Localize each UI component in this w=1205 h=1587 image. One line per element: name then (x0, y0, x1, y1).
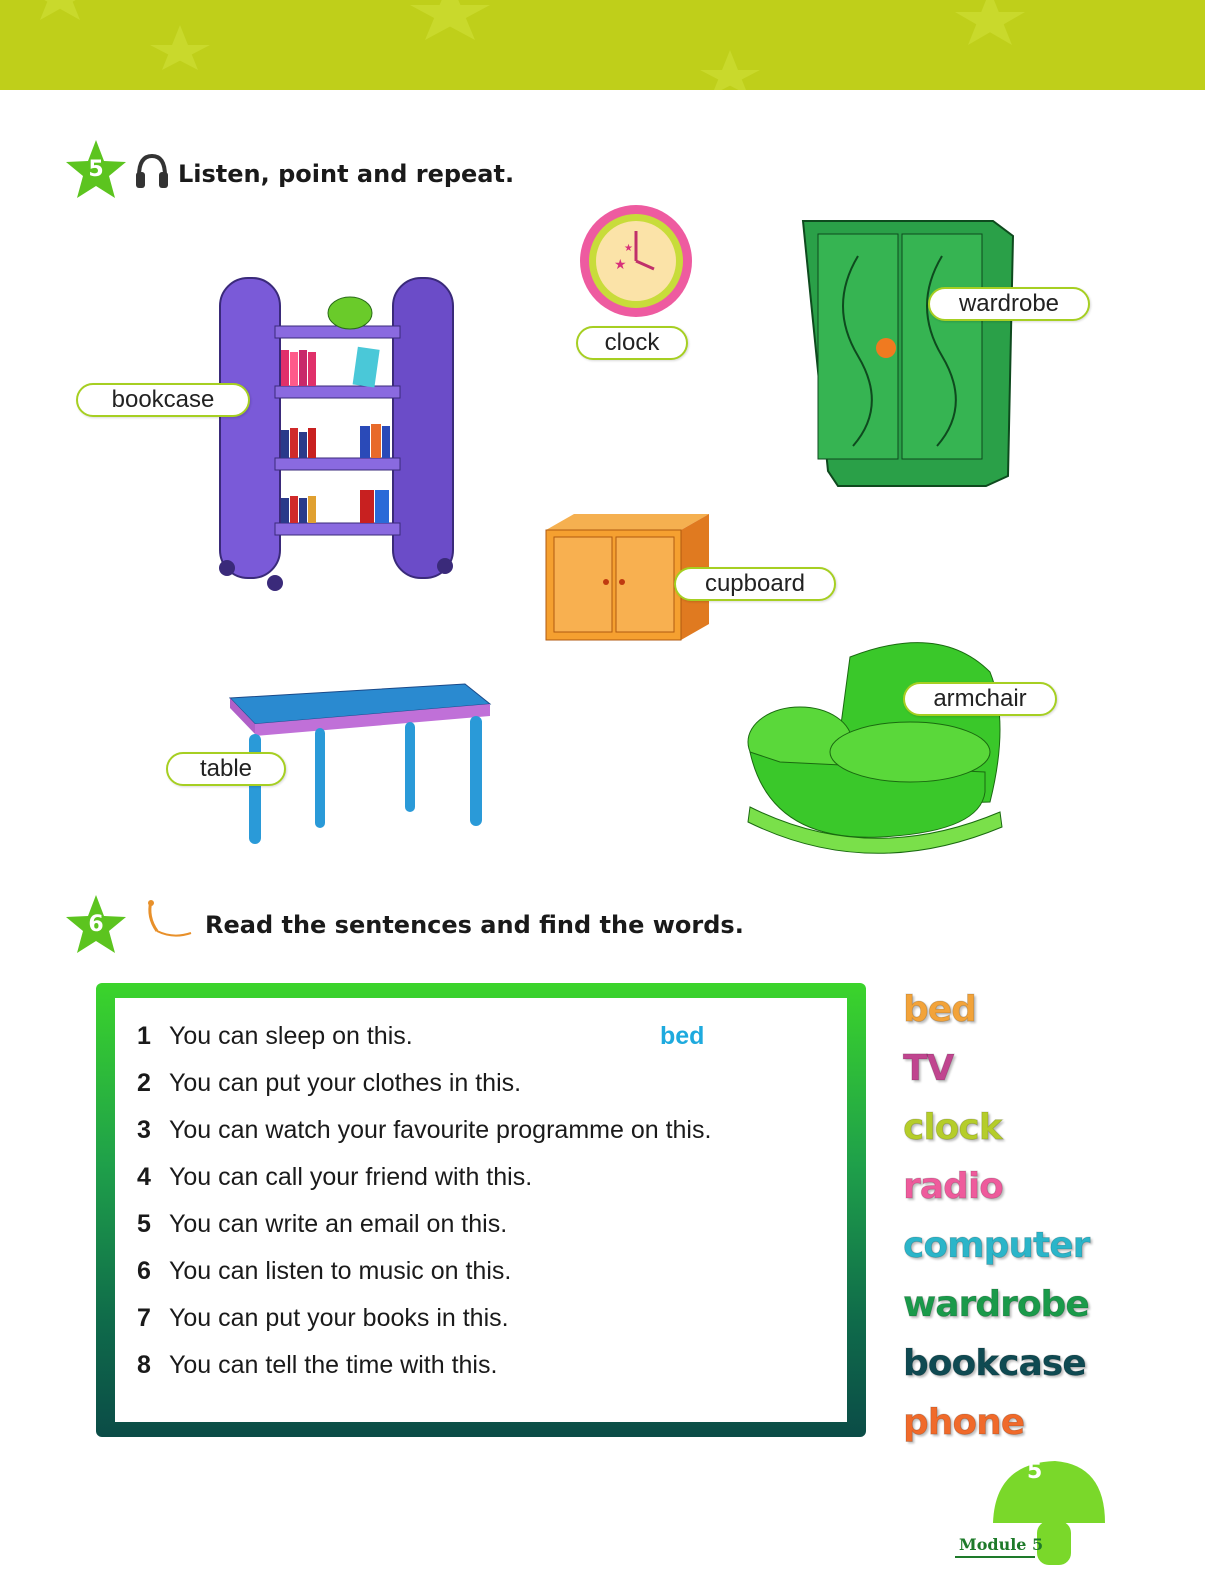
armchair-illustration (740, 632, 1020, 861)
module-label: Module 5 (959, 1535, 1044, 1554)
sentence-number: 4 (137, 1163, 151, 1191)
wardrobe-label: wardrobe (928, 287, 1090, 321)
word-bank (903, 980, 1089, 1452)
sentence-number: 1 (137, 1022, 151, 1050)
headphones-icon (134, 152, 170, 196)
word-radio: radio (903, 1166, 1003, 1207)
sentence-number: 8 (137, 1351, 151, 1379)
sentence-item (137, 1295, 711, 1342)
sentence-number: 3 (137, 1116, 151, 1144)
bookcase-illustration (215, 268, 465, 602)
sentence-text: You can put your clothes in this. (169, 1069, 522, 1097)
sentence-text: You can write an email on this. (169, 1210, 508, 1238)
sentence-number: 7 (137, 1304, 151, 1332)
sentence-text: You can watch your favourite programme on this. (169, 1116, 712, 1144)
sentences-box-inner (115, 998, 847, 1422)
svg-text:★: ★ (624, 243, 633, 254)
armchair-label: armchair (903, 682, 1057, 716)
star-pattern (0, 0, 1205, 90)
exercise-6-number: 6 (88, 912, 104, 937)
sentence-list (137, 1013, 711, 1389)
word-bookcase: bookcase (903, 1343, 1086, 1384)
sentence-text: You can listen to music on this. (169, 1257, 512, 1285)
sentence-item (137, 1154, 711, 1201)
top-banner (0, 0, 1205, 90)
sentence-item (137, 1013, 711, 1060)
word-clock: clock (903, 1107, 1002, 1148)
sentence-text: You can call your friend with this. (169, 1163, 533, 1191)
sentence-number: 6 (137, 1257, 151, 1285)
pencil-icon (143, 897, 195, 947)
word-bed: bed (903, 989, 976, 1030)
clock-label: clock (576, 326, 688, 360)
word-phone: phone (903, 1402, 1025, 1443)
exercise-6-title: Read the sentences and find the words. (205, 911, 744, 939)
sentence-item (137, 1248, 711, 1295)
svg-text:★: ★ (614, 257, 627, 273)
page-footer (955, 1455, 1115, 1575)
cupboard-label: cupboard (674, 567, 836, 601)
answer-example: bed (660, 1022, 705, 1050)
sentence-number: 2 (137, 1069, 151, 1097)
exercise-5-number: 5 (88, 157, 104, 182)
exercise-6-star (64, 893, 128, 957)
sentence-item (137, 1060, 711, 1107)
sentence-text: You can put your books in this. (169, 1304, 509, 1332)
page-number: 5 (1027, 1459, 1043, 1484)
exercise-5-star (64, 138, 128, 202)
table-label: table (166, 752, 286, 786)
word-tv: TV (903, 1048, 954, 1089)
sentence-text: You can tell the time with this. (169, 1351, 498, 1379)
wardrobe-illustration (798, 216, 1018, 500)
exercise-5-title: Listen, point and repeat. (178, 160, 515, 188)
sentences-box (96, 983, 866, 1437)
bookcase-label: bookcase (76, 383, 250, 417)
word-wardrobe: wardrobe (903, 1284, 1089, 1325)
sentence-item (137, 1107, 711, 1154)
clock-illustration (576, 203, 696, 327)
sentence-text: You can sleep on this. (169, 1022, 413, 1050)
sentence-item (137, 1342, 711, 1389)
word-computer: computer (903, 1225, 1090, 1266)
sentence-item (137, 1201, 711, 1248)
sentence-number: 5 (137, 1210, 151, 1238)
